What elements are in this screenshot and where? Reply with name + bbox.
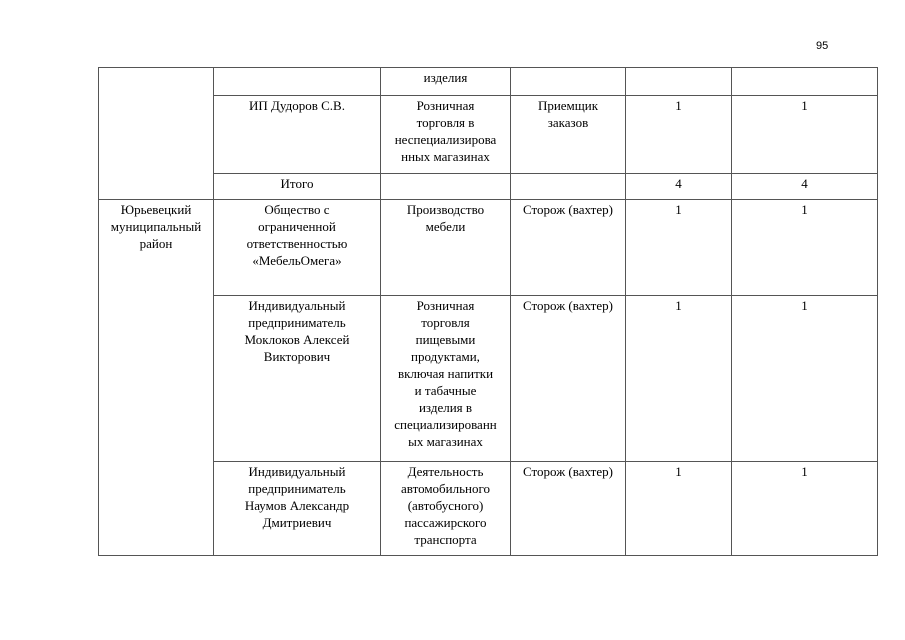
table-row [99, 96, 878, 174]
organization-line: Индивидуальный [248, 464, 346, 479]
count-cell: 1 [626, 96, 732, 174]
organization-line: ограниченной [258, 219, 336, 234]
organization-line: ответственностью [246, 236, 348, 251]
activity-line: Розничная [416, 298, 475, 313]
organization-line: Индивидуальный [248, 298, 346, 313]
district-line: район [139, 236, 173, 251]
count-cell: 1 [732, 296, 878, 462]
table-row [99, 462, 878, 556]
activity-cell [381, 462, 511, 556]
activity-line: специализированн [394, 417, 497, 432]
district-cell [99, 68, 214, 200]
count-cell: 1 [626, 200, 732, 296]
organization-line: предприниматель [248, 481, 346, 496]
position-cell [511, 200, 626, 296]
organization-line: предприниматель [248, 315, 346, 330]
organization-cell [214, 200, 381, 296]
activity-line: транспорта [414, 532, 477, 547]
position-cell [511, 174, 626, 200]
position-cell [511, 68, 626, 96]
activity-line: пассажирского [404, 515, 487, 530]
activity-cell [381, 296, 511, 462]
activity-line: пищевыми [415, 332, 476, 347]
position-line: заказов [547, 115, 589, 130]
organization-line: Дмитриевич [262, 515, 332, 530]
count-cell: 1 [732, 200, 878, 296]
activity-cell [381, 68, 511, 96]
position-cell [511, 96, 626, 174]
position-cell [511, 462, 626, 556]
activity-line: торговля [421, 315, 470, 330]
position-line: Сторож (вахтер) [523, 464, 613, 479]
count-cell [626, 68, 732, 96]
activity-cell [381, 200, 511, 296]
activity-cell [381, 174, 511, 200]
count-cell: 1 [732, 462, 878, 556]
page-number: 95 [816, 40, 829, 52]
activity-line: мебели [425, 219, 466, 234]
table-row [99, 296, 878, 462]
organization-line: Общество с [264, 202, 330, 217]
organization-cell [214, 68, 381, 96]
position-line: Сторож (вахтер) [523, 202, 613, 217]
vacancy-table [98, 67, 878, 556]
table-row [99, 68, 878, 96]
activity-line: включая напитки [397, 366, 494, 381]
activity-line: изделия в [418, 400, 473, 415]
position-line: Сторож (вахтер) [523, 298, 613, 313]
position-cell [511, 296, 626, 462]
district-cell [99, 200, 214, 556]
table-row [99, 200, 878, 296]
activity-line: Деятельность [407, 464, 484, 479]
activity-line: и табачные [414, 383, 477, 398]
activity-line: Производство [406, 202, 485, 217]
count-cell: 1 [626, 462, 732, 556]
organization-line: Викторович [263, 349, 331, 364]
total-label: Итого [280, 176, 314, 191]
activity-line: (автобусного) [407, 498, 484, 513]
organization-line: Моклоков Алексей [244, 332, 350, 347]
organization-line: ИП Дудоров С.В. [249, 98, 345, 113]
activity-line: продуктами, [411, 349, 480, 364]
total-label-cell [214, 174, 381, 200]
organization-cell [214, 96, 381, 174]
count-cell: 1 [732, 96, 878, 174]
position-line: Приемщик [537, 98, 599, 113]
activity-cell [381, 96, 511, 174]
district-line: муниципальный [110, 219, 202, 234]
count-cell: 4 [732, 174, 878, 200]
activity-line: торговля в [416, 115, 475, 130]
organization-line: Наумов Александр [244, 498, 350, 513]
activity-line: изделия [423, 70, 468, 85]
activity-line: Розничная [416, 98, 475, 113]
activity-line: неспециализирова [394, 132, 497, 147]
count-cell: 4 [626, 174, 732, 200]
organization-cell [214, 296, 381, 462]
activity-line: ых магазинах [408, 434, 483, 449]
organization-cell [214, 462, 381, 556]
organization-line: «МебельОмега» [252, 253, 342, 268]
table-row [99, 174, 878, 200]
district-line: Юрьевецкий [120, 202, 192, 217]
count-cell [732, 68, 878, 96]
count-cell: 1 [626, 296, 732, 462]
activity-line: автомобильного [400, 481, 491, 496]
activity-line: нных магазинах [401, 149, 490, 164]
